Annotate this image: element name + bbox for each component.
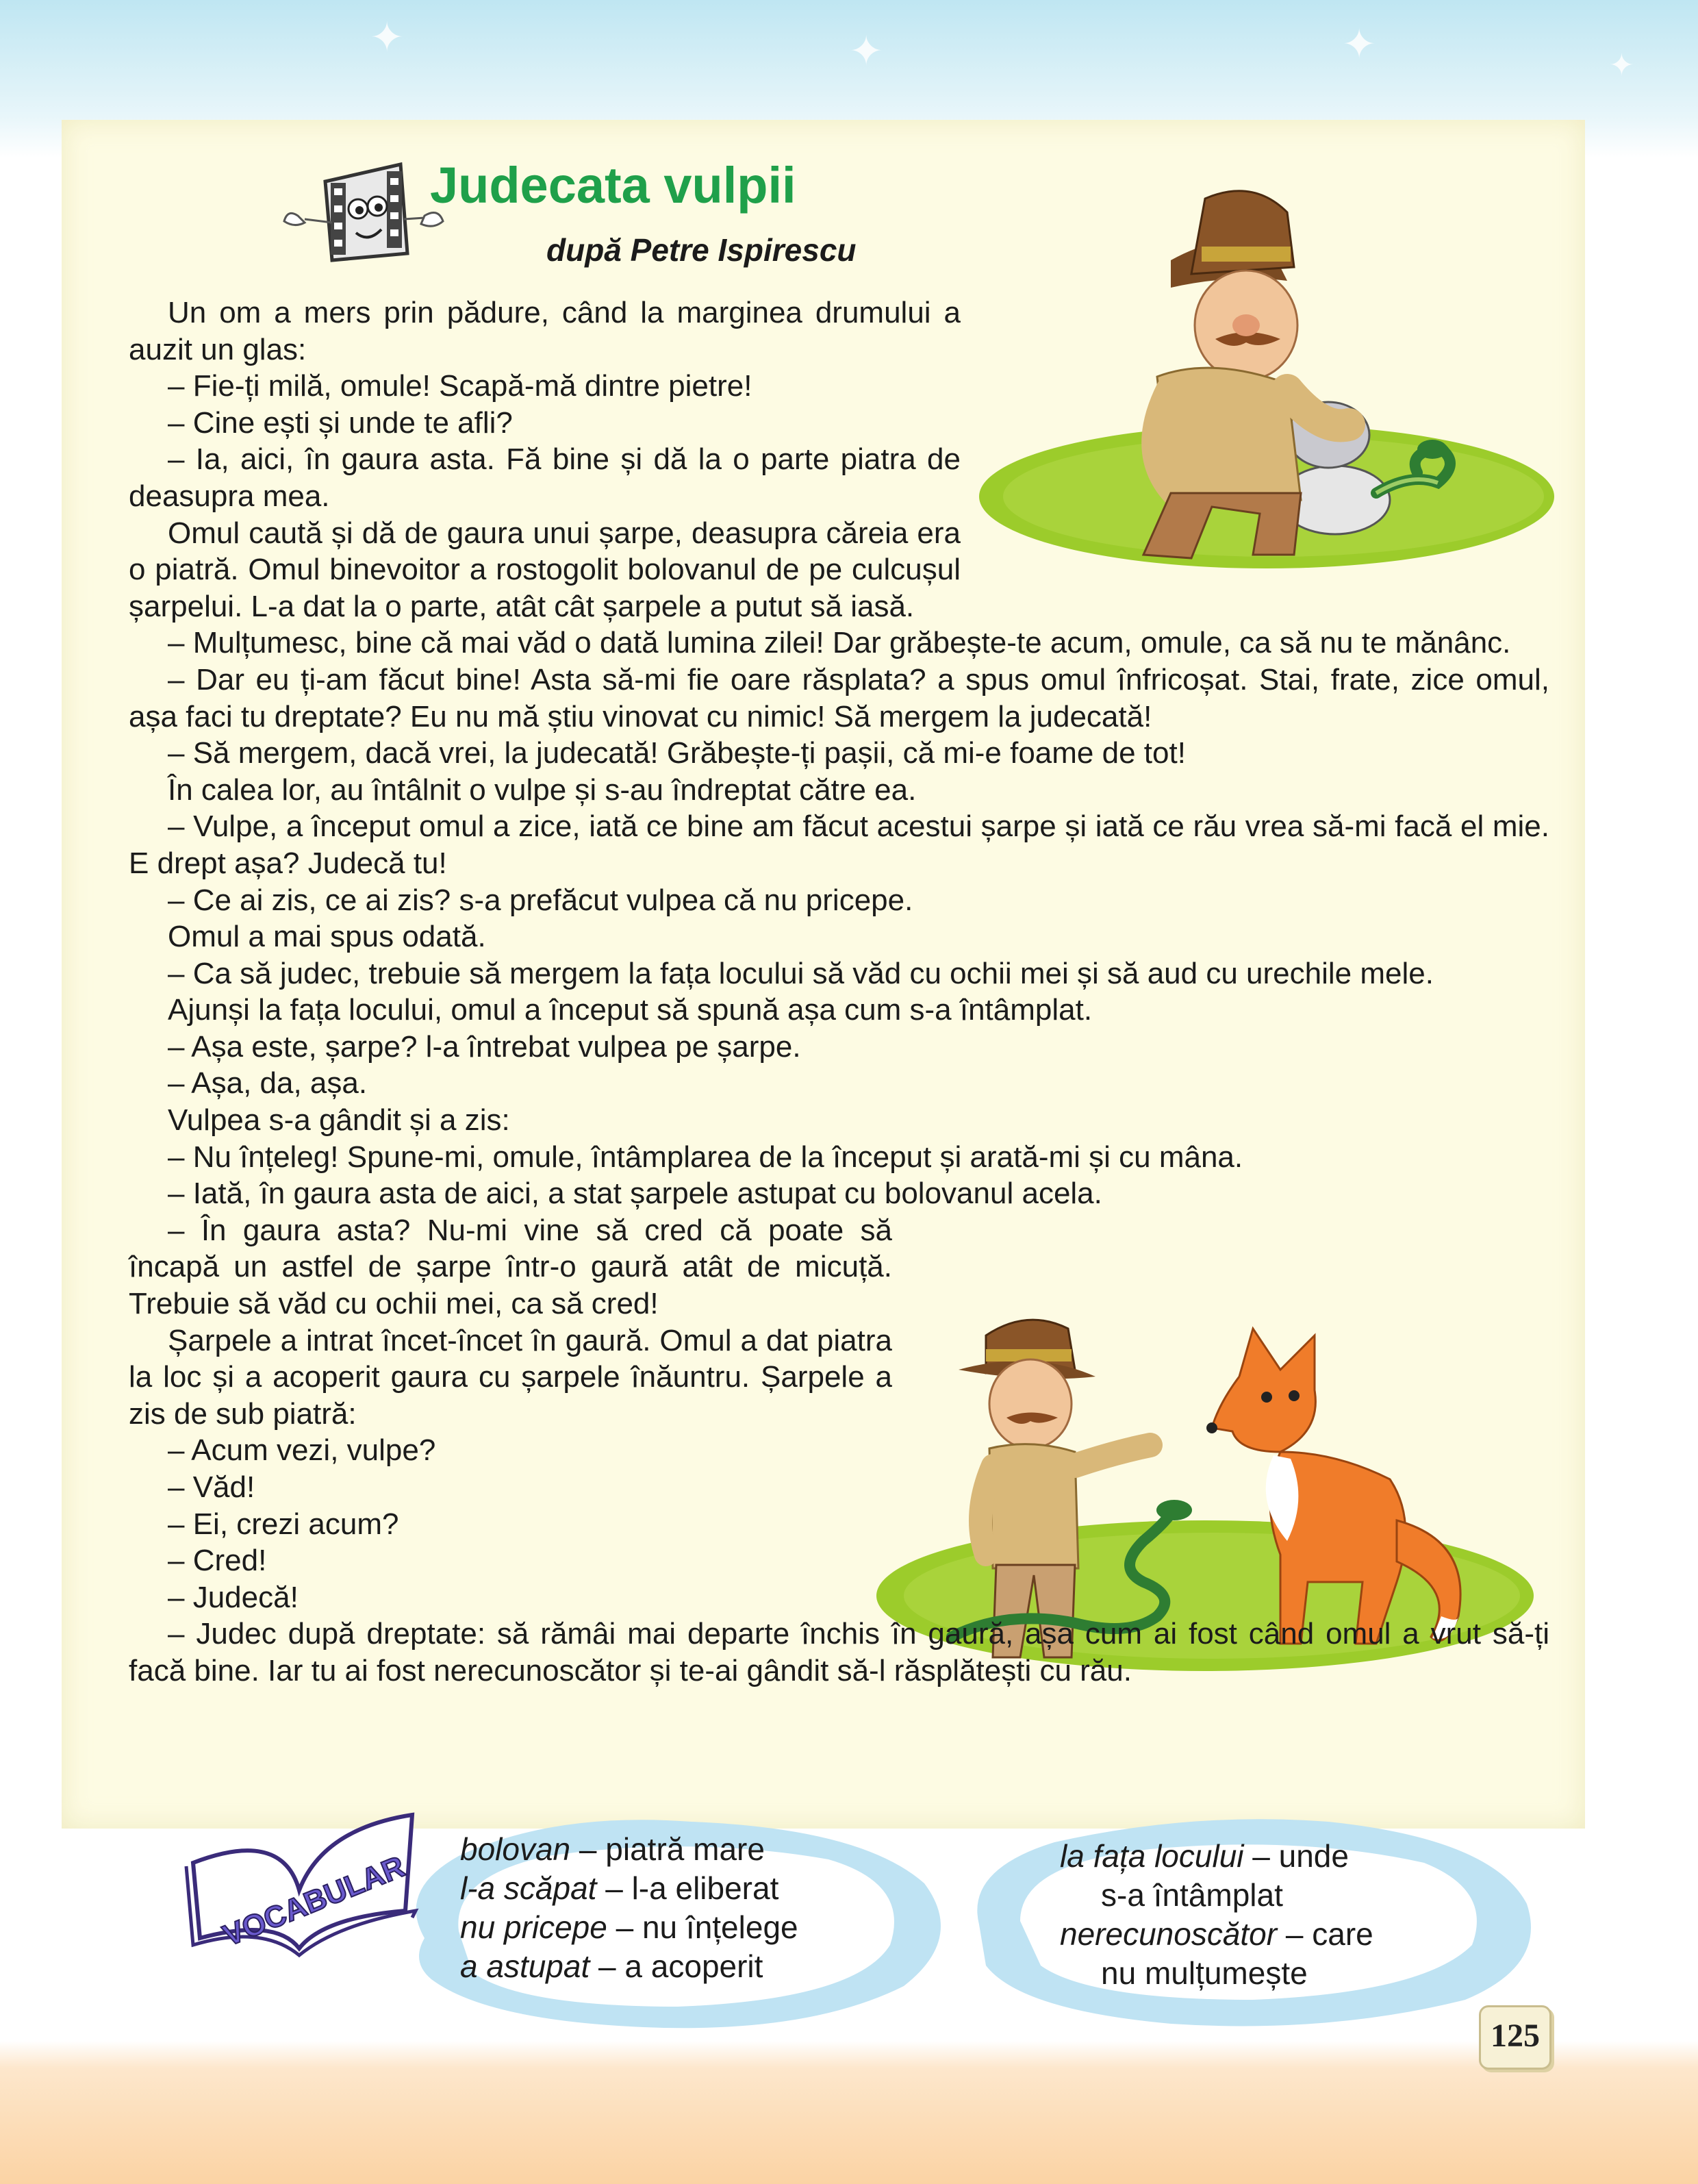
story-paragraph: Omul a mai spus odată. <box>168 920 486 954</box>
vocabulary-entry <box>1060 1915 1373 1954</box>
vocabulary-definition: – nu înțelege <box>607 1909 798 1945</box>
vocabulary-term: nerecunoscător <box>1060 1916 1278 1952</box>
story-paragraph: – Ei, crezi acum? <box>168 1507 399 1541</box>
vocabulary-term: l-a scăpat <box>460 1870 597 1906</box>
sparkle-icon: ✦ <box>1609 49 1634 82</box>
vocabulary-definition: – l-a eliberat <box>596 1870 779 1906</box>
vocabulary-entry <box>460 1869 798 1908</box>
story-paragraph: – Vulpe, a început omul a zice, iată ce bine am făcut acestui șarpe și iată ce rău vrea să-mi facă el mie. E drept așa? Judecă tu! <box>129 809 1549 880</box>
page-number: 125 <box>1491 2018 1540 2054</box>
sparkle-icon: ✦ <box>849 28 884 74</box>
story-paragraph: – Acum vezi, vulpe? <box>168 1433 436 1468</box>
vocabulary-term: nu pricepe <box>460 1909 607 1945</box>
story-paragraph: – Nu înțeleg! Spune-mi, omule, întâmplarea de la început și arată-mi și cu mâna. <box>168 1140 1243 1174</box>
vocabulary-definition: – unde <box>1243 1838 1349 1874</box>
vocabulary-badge-label: VOCABULAR <box>218 1849 410 1953</box>
vocabulary-term: a astupat <box>460 1948 590 1984</box>
vocabulary-term: bolovan <box>460 1831 571 1867</box>
sparkle-icon: ✦ <box>1342 21 1377 67</box>
vocabulary-entry <box>460 1908 798 1947</box>
vocabulary-definition-continued: s-a întâmplat <box>1101 1877 1283 1913</box>
story-paragraph: – Fie-ți milă, omule! Scapă-mă dintre pietre! <box>168 369 752 403</box>
story-paragraph: – Iată, în gaura asta de aici, a stat șarpele astupat cu bolovanul acela. <box>168 1177 1102 1211</box>
vocabulary-book-icon <box>179 1801 422 1959</box>
story-paragraph: – Cine ești și unde te afli? <box>168 405 513 440</box>
story-paragraph: – Dar eu ți-am făcut bine! Asta să-mi fie oare răsplata? a spus omul înfricoșat. Stai, frate, zice omul, așa faci tu dreptate? Eu nu mă știu vinovat cu nimic! Să mergem la judecată! <box>129 662 1549 733</box>
story-paragraph: – Judec după dreptate: să rămâi mai departe închis în gaură, așa cum ai fost când omul a vrut să-ți facă bine. Iar tu ai fost nerecunoscător și te-ai gândit să-l răsplătești cu rău. <box>129 1617 1549 1687</box>
vocabulary-definition: – care <box>1277 1916 1373 1952</box>
film-mascot-icon <box>277 140 448 264</box>
vocabulary-definition: – a acoperit <box>590 1948 763 1984</box>
vocabulary-list-right <box>1060 1837 1373 1993</box>
sparkle-icon: ✦ <box>370 14 405 60</box>
vocabulary-term: la fața locului <box>1060 1838 1244 1874</box>
vocabulary-entry <box>460 1830 798 1869</box>
vocabulary-list-left <box>460 1830 798 1986</box>
story-paragraph: Omul caută și dă de gaura unui șarpe, deasupra căreia era o piatră. Omul binevoitor a rostogolit bolovanul de pe culcușul șarpelui. L-a dat la o parte, atât cât șarpele a putut să iasă. <box>129 516 961 623</box>
story-author: după Petre Ispirescu <box>546 232 857 268</box>
story-paragraph: – Să mergem, dacă vrei, la judecată! Grăbește-ți pașii, că mi-e foame de tot! <box>168 736 1186 770</box>
vocabulary-definition: – piatră mare <box>570 1831 765 1867</box>
story-title: Judecata vulpii <box>430 157 796 214</box>
story-paragraph: – Judecă! <box>168 1580 299 1614</box>
story-paragraph: Un om a mers prin pădure, când la marginea drumului a auzit un glas: <box>129 296 961 366</box>
illustration-float-2 <box>913 1212 1549 1603</box>
story-paragraph: Ajunși la fața locului, omul a început să spună așa cum s-a întâmplat. <box>168 993 1093 1027</box>
vocabulary-definition-continued: nu mulțumește <box>1101 1955 1308 1991</box>
story-paragraph: – Așa este, șarpe? l-a întrebat vulpea pe șarpe. <box>168 1029 801 1064</box>
story-paragraph: Șarpele a intrat încet-încet în gaură. Omul a dat piatra la loc și a acoperit gaura cu șarpele înăuntru. Șarpele a zis de sub piatră: <box>129 1323 892 1431</box>
illustration-float-1 <box>974 294 1549 570</box>
story-text <box>129 294 1549 1690</box>
story-paragraph: – Văd! <box>168 1470 255 1504</box>
story-paragraph: – Ia, aici, în gaura asta. Fă bine și dă la o parte piatra de deasupra mea. <box>129 442 961 513</box>
story-paragraph: – Așa, da, așa. <box>168 1066 368 1101</box>
vocabulary-entry <box>460 1947 798 1986</box>
story-paragraph: – Mulțumesc, bine că mai văd o dată lumina zilei! Dar grăbește-te acum, omule, ca să nu te mănânc. <box>168 626 1511 660</box>
story-paragraph: – Ca să judec, trebuie să mergem la fața locului să văd cu ochii mei și să aud cu urechile mele. <box>168 956 1434 990</box>
story-paragraph: – În gaura asta? Nu-mi vine să cred că poate să încapă un astfel de șarpe într-o gaură atât de micuță. Trebuie să văd cu ochii mei, ca să cred! <box>129 1213 892 1321</box>
story-paragraph: În calea lor, au întâlnit o vulpe și s-au îndreptat către ea. <box>168 773 917 807</box>
story-paragraph: Vulpea s-a gândit și a zis: <box>168 1103 510 1138</box>
story-paragraph: – Cred! <box>168 1544 267 1578</box>
story-paragraph: – Ce ai zis, ce ai zis? s-a prefăcut vulpea că nu pricepe. <box>168 883 913 917</box>
vocabulary-entry <box>1060 1837 1373 1876</box>
